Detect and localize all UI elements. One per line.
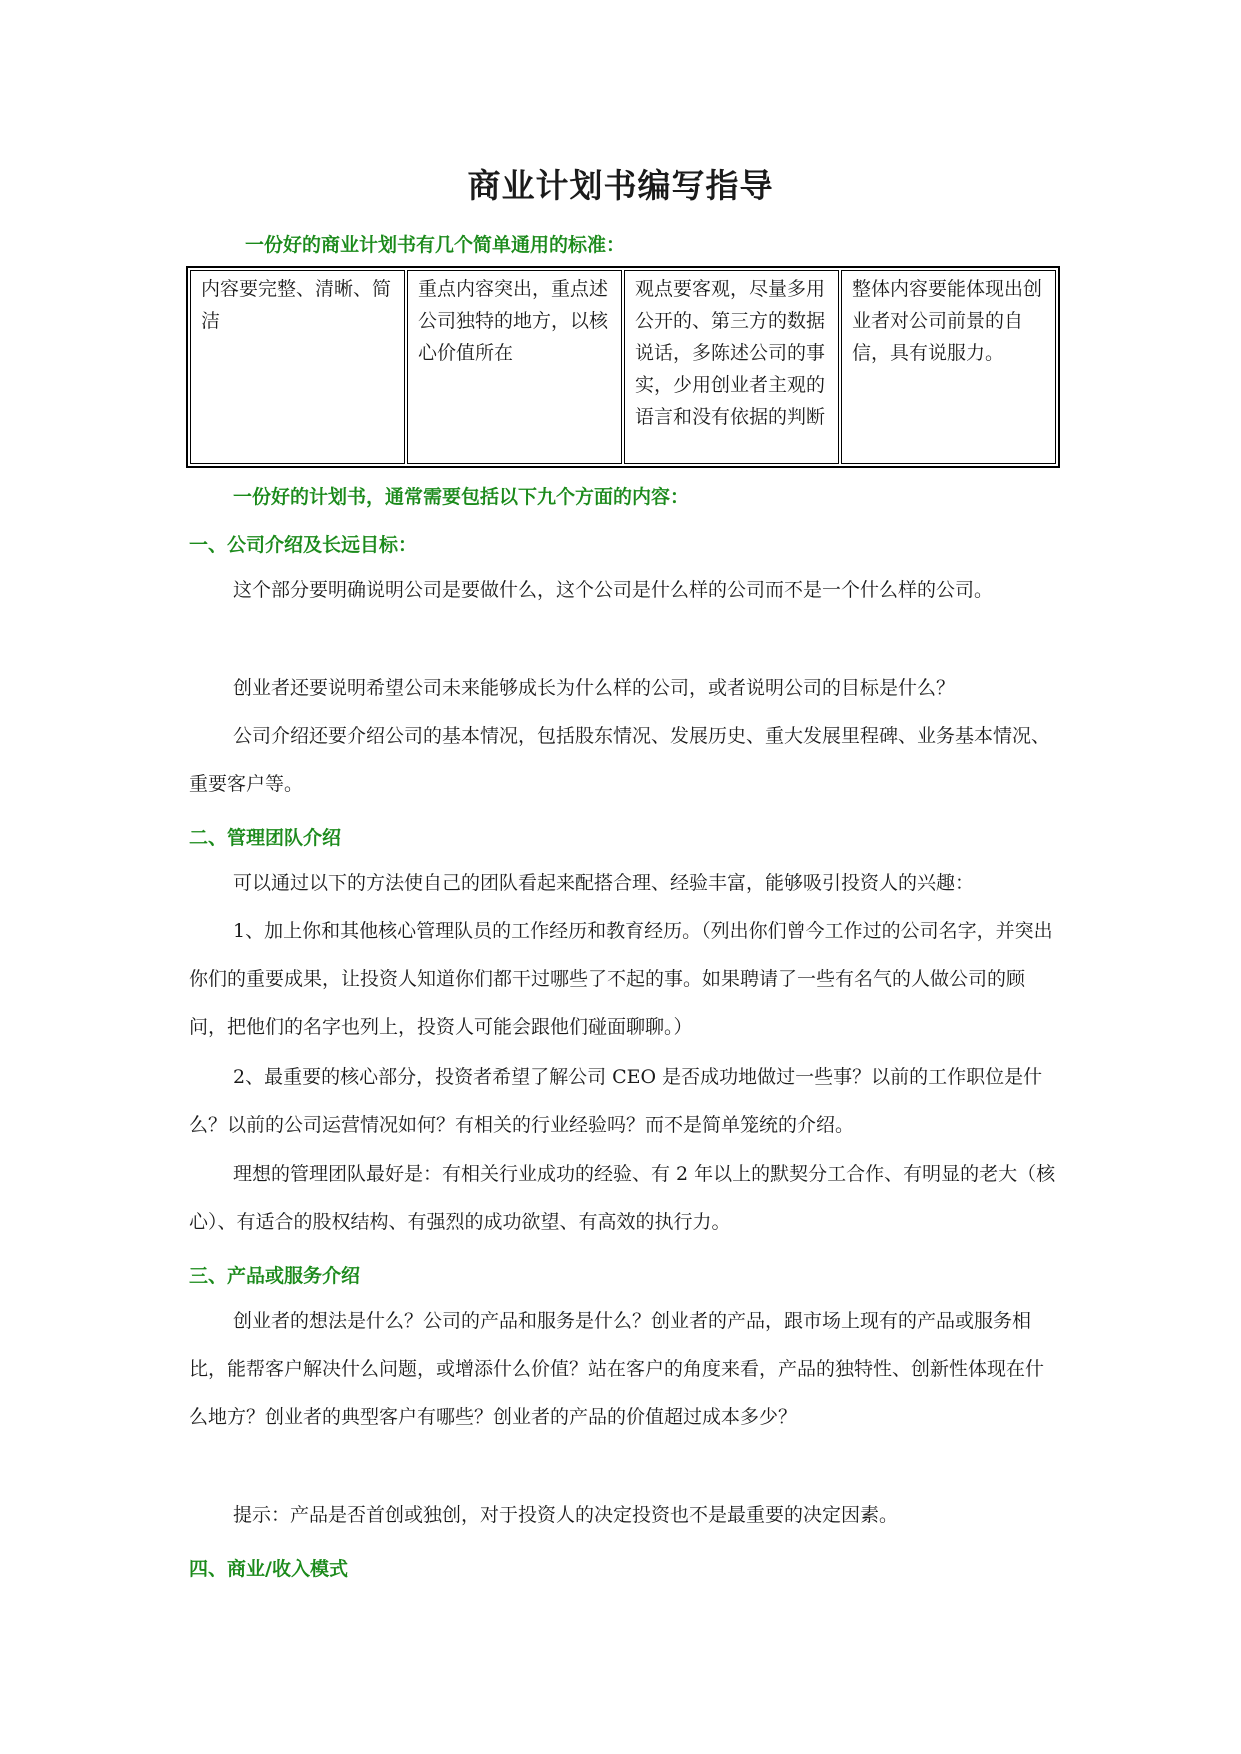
paragraph: 1、加上你和其他核心管理队员的工作经历和教育经历。（列出你们曾今工作过的公司名字，并突出你们的重要成果，让投资人知道你们都干过哪些了不起的事。如果聘请了一些有名气的人做公司的顾问，把他们的名字也列上，投资人可能会跟他们碰面聊聊。）: [189, 920, 1053, 1038]
paragraph: 2、最重要的核心部分，投资者希望了解公司 CEO 是否成功地做过一些事？以前的工作职位是什么？以前的公司运营情况如何？有相关的行业经验吗？而不是简单笼统的介绍。: [189, 1066, 1043, 1136]
paragraph: 提示：产品是否首创或独创，对于投资人的决定投资也不是最重要的决定因素。: [233, 1504, 899, 1526]
section-heading: 一、公司介绍及长远目标：: [189, 534, 418, 556]
paragraph: 公司介绍还要介绍公司的基本情况，包括股东情况、发展历史、重大发展里程碑、业务基本情况、重要客户等。: [189, 725, 1051, 795]
document-title: 商业计划书编写指导: [467, 166, 774, 205]
paragraph: 创业者还要说明希望公司未来能够成长为什么样的公司，或者说明公司的目标是什么？: [233, 677, 956, 699]
paragraph: 可以通过以下的方法使自己的团队看起来配搭合理、经验丰富，能够吸引投资人的兴趣：: [233, 872, 975, 894]
section-heading: 三、产品或服务介绍: [189, 1265, 361, 1287]
paragraph: 创业者的想法是什么？公司的产品和服务是什么？创业者的产品，跟市场上现有的产品或服务相比，能帮客户解决什么问题，或增添什么价值？站在客户的角度来看，产品的独特性、创新性体现在什么地方？创业者的典型客户有哪些？创业者的产品的价值超过成本多少？: [189, 1310, 1045, 1428]
paragraph: 理想的管理团队最好是：有相关行业成功的经验、有 2 年以上的默契分工合作、有明显的老大（核心）、有适合的股权结构、有强烈的成功欲望、有高效的执行力。: [189, 1163, 1056, 1233]
standard-cell: 重点内容突出，重点述公司独特的地方，以核心价值所在: [407, 270, 622, 464]
paragraph: 这个部分要明确说明公司是要做什么，这个公司是什么样的公司而不是一个什么样的公司。: [233, 579, 994, 601]
standard-cell: 整体内容要能体现出创业者对公司前景的自信，具有说服力。: [841, 270, 1056, 464]
section-heading: 二、管理团队介绍: [189, 827, 342, 849]
standard-cell: 观点要客观，尽量多用公开的、第三方的数据说话，多陈述公司的事实，少用创业者主观的语言和没有依据的判断: [624, 270, 839, 464]
standards-table: [186, 266, 1060, 468]
section-heading: 四、商业/收入模式: [189, 1558, 348, 1580]
standards-intro: 一份好的商业计划书有几个简单通用的标准：: [245, 234, 626, 256]
nine-aspects-intro: 一份好的计划书，通常需要包括以下九个方面的内容：: [233, 486, 690, 508]
standard-cell: 内容要完整、清晰、简洁: [190, 270, 405, 464]
